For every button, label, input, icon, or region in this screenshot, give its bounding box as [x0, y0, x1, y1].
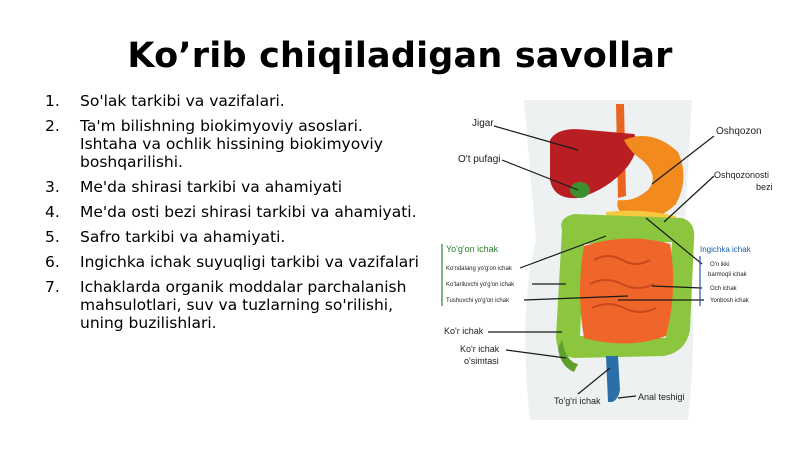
label-appendix-line2: o'simtasi — [464, 356, 499, 366]
item-number: 1. — [45, 92, 60, 110]
label-anus: Anal teshigi — [638, 392, 685, 402]
list-item — [40, 203, 420, 221]
label-liver: Jigar — [472, 118, 494, 129]
digestive-system-illustration — [438, 100, 778, 420]
item-number: 5. — [45, 228, 60, 246]
item-text: Safro tarkibi va ahamiyati. — [80, 228, 286, 246]
label-small-intestine: Ingichka ichak — [700, 245, 751, 254]
label-transverse-colon: Ko'ndalang yo'g'on ichak — [446, 266, 512, 272]
label-stomach: Oshqozon — [716, 126, 762, 137]
item-text: So'lak tarkibi va vazifalari. — [80, 92, 285, 110]
list-item — [40, 178, 420, 196]
rectum-shape — [606, 356, 620, 402]
label-rectum: To'g'ri ichak — [554, 396, 601, 406]
list-item — [40, 228, 420, 246]
label-appendix-line1: Ko'r ichak — [460, 344, 500, 354]
list-item — [40, 253, 420, 271]
small-intestine-shape — [580, 238, 673, 343]
label-large-intestine: Yo'g'on ichak — [446, 244, 499, 254]
label-duodenum-line2: barmoqli ichak — [708, 272, 747, 278]
item-number: 6. — [45, 253, 60, 271]
item-number: 2. — [45, 117, 60, 135]
label-pancreas-line2: bezi — [756, 182, 773, 192]
label-cecum: Ko'r ichak — [444, 326, 484, 336]
label-ileum: Yonbosh ichak — [710, 298, 749, 304]
list-item — [40, 278, 420, 332]
label-pancreas-line1: Oshqozonosti — [714, 170, 770, 180]
item-text: Ingichka ichak suyuqligi tarkibi va vazifalari — [80, 253, 419, 271]
label-descending-colon: Tushuvchi yo'g'on ichak — [446, 298, 510, 304]
list-item — [40, 92, 420, 110]
item-text: Me'da osti bezi shirasi tarkibi va ahamiyati. — [80, 203, 417, 221]
question-list — [40, 92, 420, 339]
label-jejunum: Och ichak — [710, 286, 737, 292]
item-number: 4. — [45, 203, 60, 221]
digestive-system-diagram — [438, 100, 778, 420]
label-gallbladder: O't pufagi — [458, 154, 501, 165]
list-item — [40, 117, 420, 171]
item-number: 3. — [45, 178, 60, 196]
gallbladder-shape — [570, 182, 590, 198]
item-text: Ichaklarda organik moddalar parchalanish mahsulotlari, suv va tuzlarning so'rilishi, uning buzilishlari. — [80, 278, 407, 332]
slide-title: Ko’rib chiqiladigan savollar — [127, 36, 673, 76]
label-duodenum-line1: O'n ikki — [710, 262, 730, 268]
item-text: Ta'm bilishning biokimyoviy asoslari. Ishtaha va ochlik hissining biokimyoviy boshqarilishi. — [80, 117, 383, 171]
item-text: Me'da shirasi tarkibi va ahamiyati — [80, 178, 343, 196]
item-number: 7. — [45, 278, 60, 296]
label-ascending-colon: Ko'tariluvchi yo'g'on ichak — [446, 282, 515, 288]
